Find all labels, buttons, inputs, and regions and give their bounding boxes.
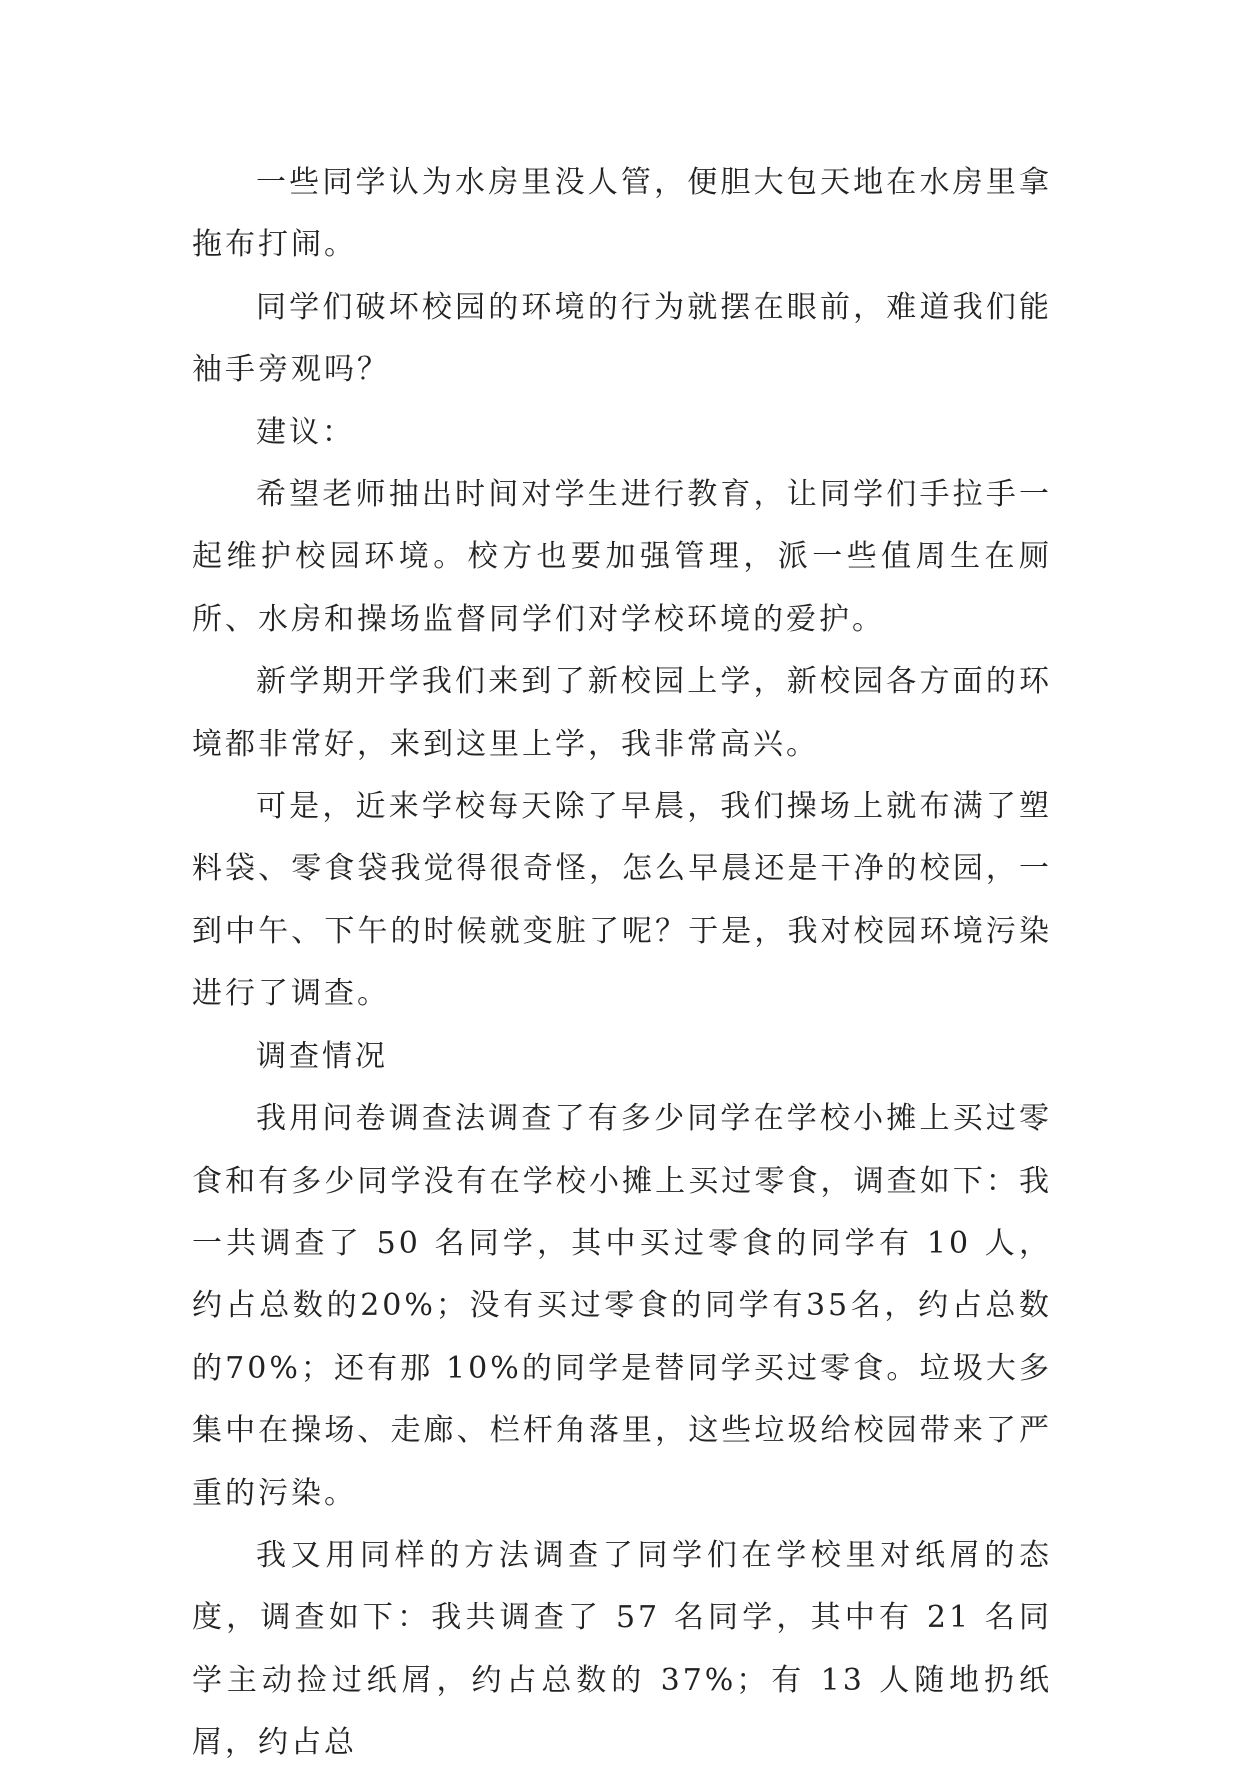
paragraph: 一些同学认为水房里没人管，便胆大包天地在水房里拿拖布打闹。 bbox=[192, 165, 1052, 263]
paragraph: 我用问卷调查法调查了有多少同学在学校小摊上买过零食和有多少同学没有在学校小摊上买过零食，调查如下：我一共调查了 50 名同学，其中买过零食的同学有 10 人，约占总数的20%；没有买过零食的同学有35名，约占总数的70%；还有那 10%的同学是替同学买过零食。垃圾大多集中在操场、走廊、栏杆角落里，这些垃圾给校园带来了严重的污染。 bbox=[192, 1101, 1052, 1511]
paragraph: 可是，近来学校每天除了早晨，我们操场上就布满了塑料袋、零食袋我觉得很奇怪，怎么早晨还是干净的校园，一到中午、下午的时候就变脏了呢？于是，我对校园环境污染进行了调查。 bbox=[192, 789, 1052, 1012]
document-body bbox=[192, 152, 1052, 1775]
paragraph: 我又用同样的方法调查了同学们在学校里对纸屑的态度，调查如下：我共调查了 57 名同学，其中有 21 名同学主动捡过纸屑，约占总数的 37%；有 13 人随地扔纸屑，约占总 bbox=[192, 1537, 1052, 1761]
section-heading-suggestion: 建议： bbox=[256, 414, 355, 450]
section-heading-survey: 调查情况 bbox=[256, 1038, 388, 1074]
paragraph: 同学们破坏校园的环境的行为就摆在眼前，难道我们能袖手旁观吗？ bbox=[192, 289, 1052, 388]
paragraph: 新学期开学我们来到了新校园上学，新校园各方面的环境都非常好，来到这里上学，我非常高兴。 bbox=[192, 664, 1052, 762]
paragraph: 希望老师抽出时间对学生进行教育，让同学们手拉手一起维护校园环境。校方也要加强管理，派一些值周生在厕所、水房和操场监督同学们对学校环境的爱护。 bbox=[192, 477, 1052, 637]
